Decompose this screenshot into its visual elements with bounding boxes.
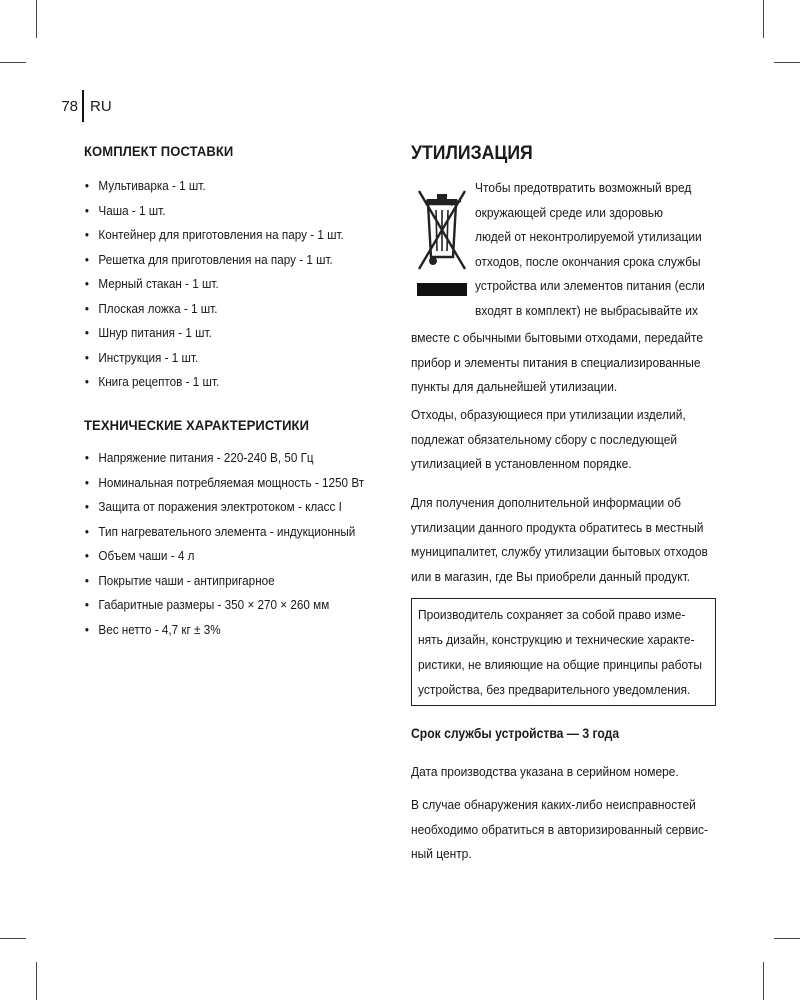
list-item: • Плоская ложка - 1 шт. — [84, 297, 344, 322]
specs-list — [84, 446, 395, 642]
list-item: • Защита от поражения электротоком - класс I — [84, 495, 364, 520]
service-life-heading: Срок службы устройства — 3 года — [411, 726, 620, 741]
text-line: или в магазин, где Вы приобрели данный продукт. — [411, 568, 691, 584]
text-line: пункты для дальнейшей утилизации. — [411, 379, 618, 394]
package-title: КОМПЛЕКТ ПОСТАВКИ — [84, 143, 234, 159]
package-list — [84, 174, 373, 395]
text-line: нять дизайн, конструкцию и технические характе- — [418, 632, 695, 647]
crop-mark — [763, 0, 764, 38]
text-line: Производитель сохраняет за собой право изме- — [418, 607, 686, 622]
disposal-paragraph-2 — [411, 403, 716, 477]
text-line: утилизацией в установленном порядке. — [411, 456, 632, 471]
crop-mark — [774, 938, 800, 939]
text-line: прибор и элементы питания в специализированные — [411, 354, 701, 370]
text-line: необходимо обратиться в авторизированный сервис- — [411, 821, 708, 837]
text-line: ристики, не влияющие на общие принципы работы — [418, 657, 703, 672]
crop-mark — [36, 962, 37, 1000]
disposal-wrapped-text — [475, 176, 730, 323]
crop-mark — [0, 938, 26, 939]
list-item: • Контейнер для приготовления на пару - 1 шт. — [84, 223, 344, 248]
disposal-title: УТИЛИЗАЦИЯ — [411, 143, 533, 164]
page-number: 78 — [61, 97, 78, 115]
specs-title: ТЕХНИЧЕСКИЕ ХАРАКТЕРИСТИКИ — [84, 417, 310, 433]
list-item: • Тип нагревательного элемента - индукционный — [84, 520, 364, 545]
text-line: подлежат обязательному сбору с последующей — [411, 431, 678, 447]
text-line: вместе с обычными бытовыми отходами, передайте — [411, 330, 704, 345]
crop-mark — [0, 62, 26, 63]
text-line: окружающей среде или здоровью — [475, 204, 663, 220]
list-item: • Номинальная потребляемая мощность - 1250 Вт — [84, 471, 364, 496]
list-item: • Инструкция - 1 шт. — [84, 346, 344, 371]
list-item: • Шнур питания - 1 шт. — [84, 321, 344, 346]
language-label: RU — [90, 97, 112, 115]
list-item: • Мультиварка - 1 шт. — [84, 174, 344, 199]
text-line: Отходы, образующиеся при утилизации изделий, — [411, 407, 686, 422]
list-item: • Габаритные размеры - 350 × 270 × 260 мм — [84, 593, 364, 618]
text-line: муниципалитет, службу утилизации бытовых отходов — [411, 544, 708, 559]
text-line: Дата производства указана в серийном номере. — [411, 764, 679, 779]
list-item: • Мерный стакан - 1 шт. — [84, 272, 344, 297]
disposal-paragraph-3 — [411, 491, 741, 589]
list-item: • Чаша - 1 шт. — [84, 199, 344, 224]
list-item: • Напряжение питания - 220-240 В, 50 Гц — [84, 446, 364, 471]
page-header — [52, 90, 112, 122]
text-line: ный центр. — [411, 846, 472, 861]
text-line: В случае обнаружения каких-либо неисправностей — [411, 797, 696, 812]
crop-mark — [774, 62, 800, 63]
header-divider — [82, 90, 84, 122]
list-item: • Решетка для приготовления на пару - 1 шт. — [84, 248, 344, 273]
crop-mark — [763, 962, 764, 1000]
crop-mark — [36, 0, 37, 38]
service-center-note — [411, 793, 741, 867]
list-item: • Вес нетто - 4,7 кг ± 3% — [84, 618, 364, 643]
text-line: устройства или элементов питания (если — [475, 278, 705, 293]
production-date-note — [411, 760, 709, 785]
text-line: Чтобы предотвратить возможный вред — [475, 180, 692, 195]
text-line: утилизации данного продукта обратитесь в местный — [411, 519, 704, 535]
crossed-out-wheelie-bin-icon — [417, 185, 467, 301]
disposal-text-continued — [411, 326, 735, 400]
text-line: Для получения дополнительной информации об — [411, 495, 681, 510]
list-item: • Покрытие чаши - антипригарное — [84, 569, 364, 594]
manufacturer-notice-box — [411, 598, 716, 706]
text-line: отходов, после окончания срока службы — [475, 253, 701, 269]
list-item: • Объем чаши - 4 л — [84, 544, 364, 569]
text-line: людей от неконтролируемой утилизации — [475, 229, 702, 244]
text-line: устройства, без предварительного уведомления. — [418, 682, 691, 697]
text-line: входят в комплект) не выбрасывайте их — [475, 302, 698, 318]
right-column — [411, 143, 719, 861]
list-item: • Книга рецептов - 1 шт. — [84, 370, 344, 395]
